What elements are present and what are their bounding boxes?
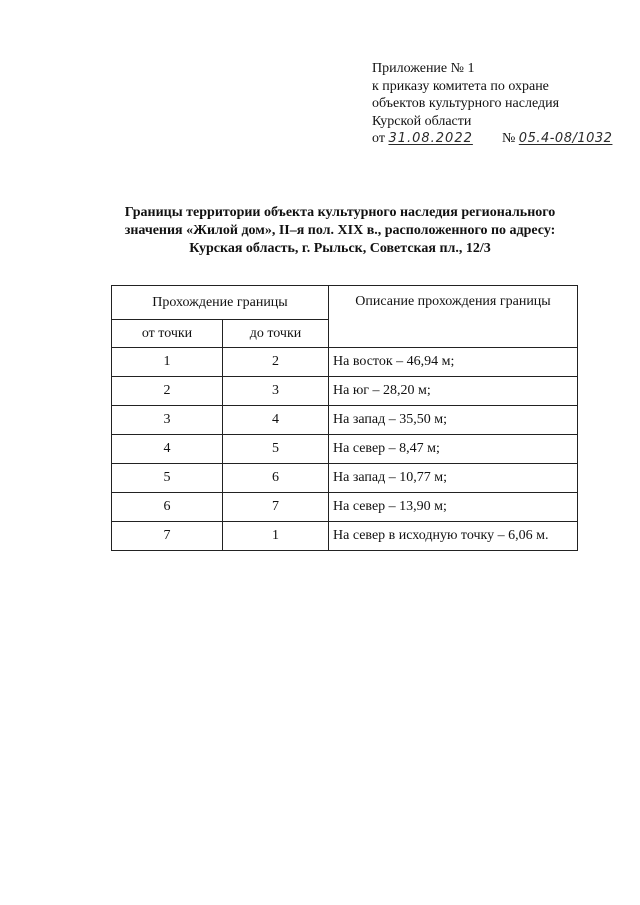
table-row [112, 493, 578, 522]
desc-cell: На север в исходную точку – 6,06 м. [329, 522, 578, 551]
title-line-1: Границы территории объекта культурного наследия регионального [124, 205, 556, 220]
from-cell: 1 [112, 348, 223, 377]
to-header: до точки [223, 320, 329, 348]
to-cell: 4 [223, 406, 329, 435]
desc-header: Описание прохождения границы [329, 286, 578, 348]
appendix-order-ref: к приказу комитета по охране [372, 78, 549, 94]
boundary-table [111, 285, 578, 551]
title-line-2: значения «Жилой дом», II–я пол. XIX в., расположенного по адресу: [124, 223, 556, 238]
document-title [60, 204, 620, 258]
to-cell: 2 [223, 348, 329, 377]
from-header: от точки [112, 320, 223, 348]
order-date: 31.08.2022 [388, 131, 473, 146]
from-cell: 7 [112, 522, 223, 551]
desc-cell: На запад – 35,50 м; [329, 406, 578, 435]
table-header-row [112, 286, 578, 320]
to-cell: 7 [223, 493, 329, 522]
from-cell: 3 [112, 406, 223, 435]
to-cell: 5 [223, 435, 329, 464]
table-row [112, 348, 578, 377]
from-label: от [372, 131, 385, 146]
title-line-3: Курская область, г. Рыльск, Советская пл., 12/3 [189, 241, 491, 256]
desc-cell: На запад – 10,77 м; [329, 464, 578, 493]
order-number: 05.4-08/1032 [518, 131, 613, 146]
table-row [112, 435, 578, 464]
order-date-number-line [372, 130, 638, 148]
desc-cell: На север – 13,90 м; [329, 493, 578, 522]
from-cell: 2 [112, 377, 223, 406]
appendix-number: Приложение № 1 [372, 61, 475, 76]
from-cell: 5 [112, 464, 223, 493]
desc-cell: На север – 8,47 м; [329, 435, 578, 464]
to-cell: 1 [223, 522, 329, 551]
desc-cell: На восток – 46,94 м; [329, 348, 578, 377]
to-cell: 6 [223, 464, 329, 493]
to-cell: 3 [223, 377, 329, 406]
from-cell: 6 [112, 493, 223, 522]
table-row [112, 464, 578, 493]
from-cell: 4 [112, 435, 223, 464]
table-row [112, 522, 578, 551]
appendix-block [372, 60, 638, 148]
desc-cell: На юг – 28,20 м; [329, 377, 578, 406]
number-label: № [501, 131, 516, 146]
appendix-committee: объектов культурного наследия [372, 96, 560, 111]
table-row [112, 406, 578, 435]
appendix-region: Курской области [372, 113, 472, 129]
group-header: Прохождение границы [112, 286, 329, 320]
table-row [112, 377, 578, 406]
